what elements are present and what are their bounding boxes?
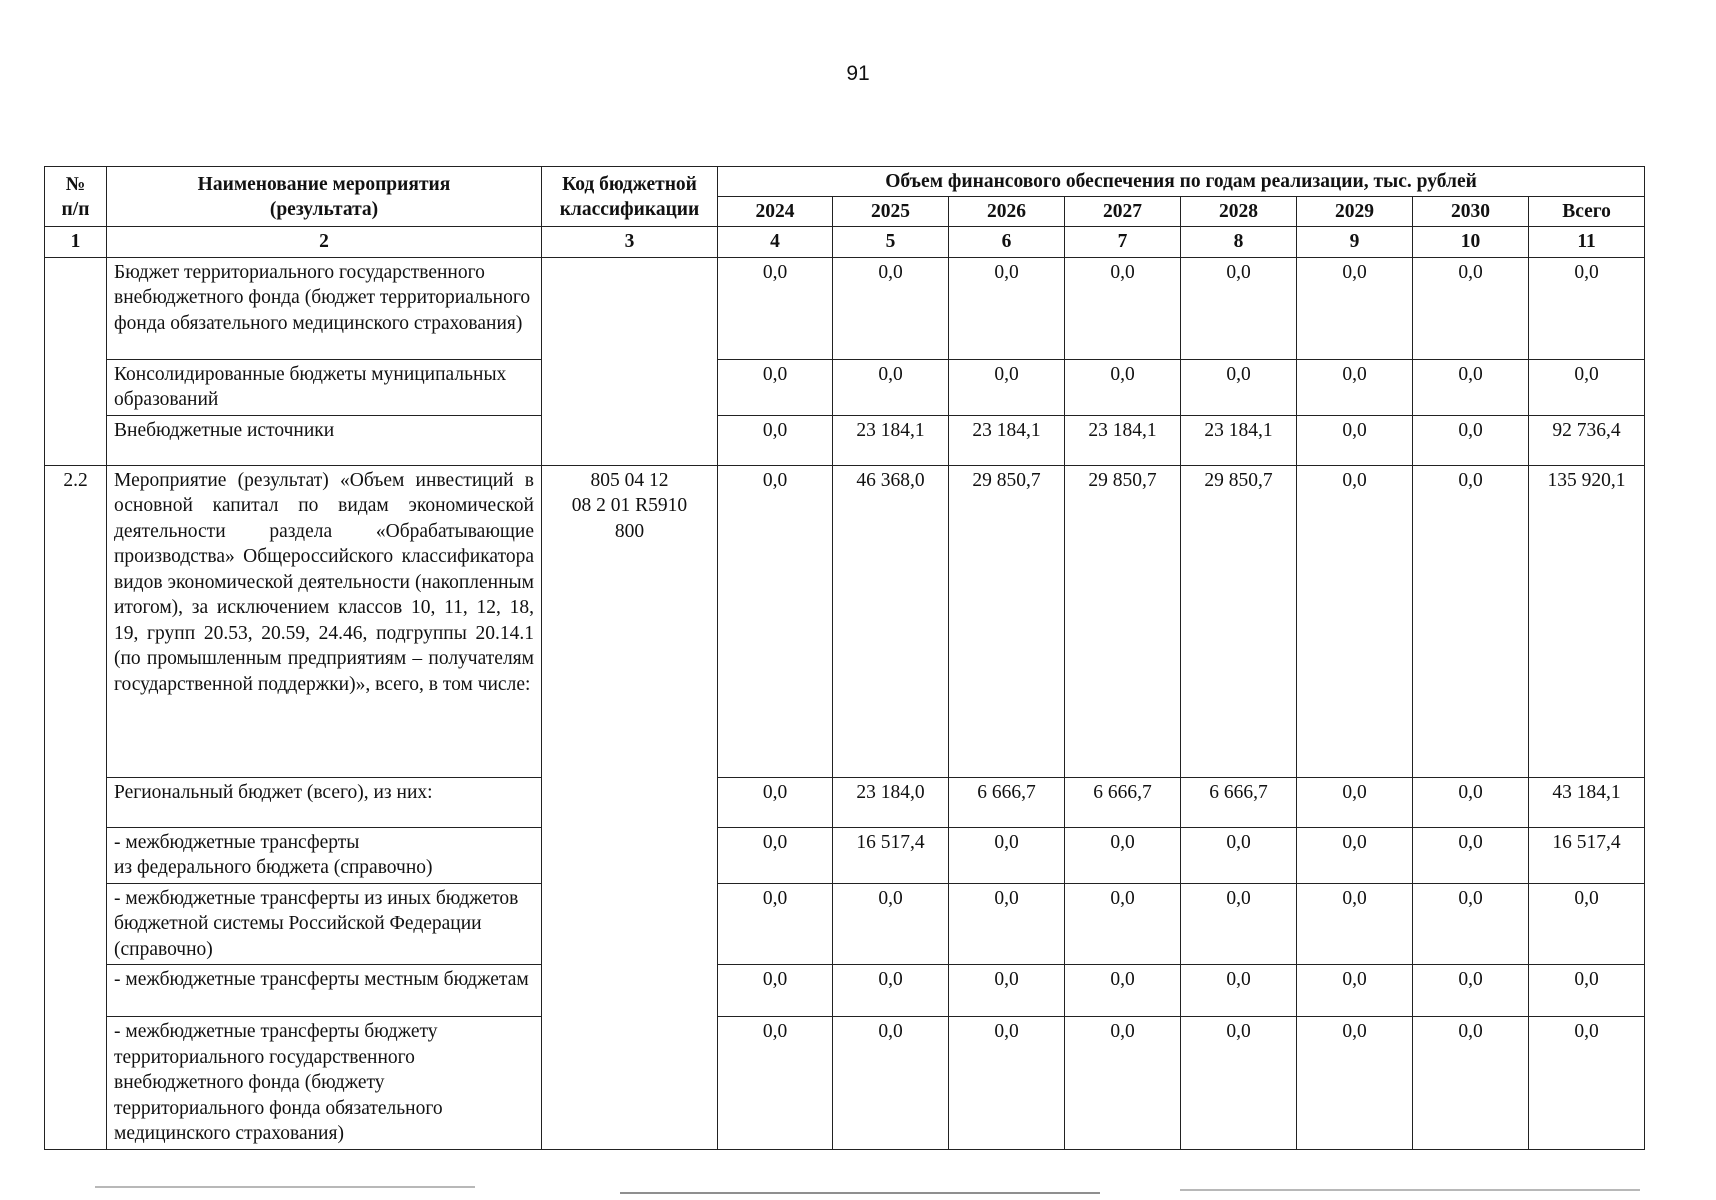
column-number: 7	[1065, 227, 1181, 258]
value-cell: 0,0	[718, 1017, 833, 1150]
value-cell: 0,0	[1413, 359, 1529, 415]
value-cell: 23 184,0	[833, 777, 949, 827]
row-code-cell	[542, 257, 718, 465]
value-cell: 0,0	[949, 359, 1065, 415]
value-cell: 16 517,4	[1529, 827, 1645, 883]
row-name: Региональный бюджет (всего), из них:	[107, 777, 542, 827]
budget-table	[44, 166, 1645, 1150]
value-cell: 0,0	[718, 883, 833, 965]
table-row	[45, 359, 1645, 415]
row-name: Мероприятие (результат) «Объем инвестиций в основной капитал по видам экономической деятельности раздела «Обрабатывающие производства» Общероссийского классификатора видов экономической деятельности (накопленным итогом), за исключением классов 10, 11, 12, 18, 19, групп 20.53, 20.59, 24.46, подгруппы 20.14.1 (по промышленным предприятиям – получателям государственной поддержки)», всего, в том числе:	[107, 465, 542, 777]
value-cell: 0,0	[718, 827, 833, 883]
value-cell: 16 517,4	[833, 827, 949, 883]
value-cell: 0,0	[1065, 359, 1181, 415]
scan-artifact-line	[1180, 1189, 1640, 1191]
row-name: - межбюджетные трансферты бюджету территориального государственного внебюджетного фонда (бюджету территориального фонда обязательного медицинского страхования)	[107, 1017, 542, 1150]
header-year: 2028	[1181, 197, 1297, 227]
header-year: 2027	[1065, 197, 1181, 227]
value-cell: 0,0	[718, 777, 833, 827]
value-cell: 92 736,4	[1529, 415, 1645, 465]
table-row	[45, 883, 1645, 965]
value-cell: 0,0	[833, 257, 949, 359]
value-cell: 0,0	[1413, 965, 1529, 1017]
value-cell: 0,0	[718, 257, 833, 359]
value-cell: 0,0	[949, 883, 1065, 965]
value-cell: 0,0	[949, 827, 1065, 883]
row-name: Консолидированные бюджеты муниципальных образований	[107, 359, 542, 415]
header-row-1	[45, 167, 1645, 197]
value-cell: 0,0	[1181, 1017, 1297, 1150]
row-index-cell	[45, 257, 107, 465]
row-name: Бюджет территориального государственного внебюджетного фонда (бюджет территориального фонда обязательного медицинского страхования)	[107, 257, 542, 359]
header-volume: Объем финансового обеспечения по годам реализации, тыс. рублей	[718, 167, 1645, 197]
value-cell: 0,0	[1181, 827, 1297, 883]
table-row	[45, 415, 1645, 465]
table-row	[45, 1017, 1645, 1150]
column-number: 4	[718, 227, 833, 258]
column-number: 1	[45, 227, 107, 258]
value-cell: 135 920,1	[1529, 465, 1645, 777]
header-year: 2030	[1413, 197, 1529, 227]
column-numbers-row	[45, 227, 1645, 258]
value-cell: 0,0	[1413, 827, 1529, 883]
value-cell: 0,0	[1413, 1017, 1529, 1150]
value-cell: 0,0	[718, 415, 833, 465]
column-number: 10	[1413, 227, 1529, 258]
value-cell: 0,0	[833, 883, 949, 965]
header-year: 2026	[949, 197, 1065, 227]
value-cell: 0,0	[833, 359, 949, 415]
value-cell: 0,0	[1297, 1017, 1413, 1150]
row-name: - межбюджетные трансферты из иных бюджетов бюджетной системы Российской Федерации (справочно)	[107, 883, 542, 965]
value-cell: 0,0	[1065, 1017, 1181, 1150]
value-cell: 43 184,1	[1529, 777, 1645, 827]
value-cell: 0,0	[1297, 827, 1413, 883]
value-cell: 0,0	[718, 965, 833, 1017]
column-number: 9	[1297, 227, 1413, 258]
value-cell: 0,0	[1297, 883, 1413, 965]
budget-code: 805 04 12 08 2 01 R5910 800	[542, 465, 718, 1149]
value-cell: 6 666,7	[949, 777, 1065, 827]
value-cell: 0,0	[1181, 883, 1297, 965]
value-cell: 6 666,7	[1065, 777, 1181, 827]
value-cell: 0,0	[1529, 965, 1645, 1017]
row-name: - межбюджетные трансферты местным бюджетам	[107, 965, 542, 1017]
header-year: 2029	[1297, 197, 1413, 227]
value-cell: 0,0	[1529, 1017, 1645, 1150]
value-cell: 0,0	[1529, 257, 1645, 359]
header-num: № п/п	[45, 167, 107, 227]
column-number: 6	[949, 227, 1065, 258]
value-cell: 0,0	[1065, 257, 1181, 359]
value-cell: 0,0	[1181, 965, 1297, 1017]
scan-artifact-line	[95, 1186, 475, 1188]
value-cell: 0,0	[833, 965, 949, 1017]
value-cell: 0,0	[949, 257, 1065, 359]
header-name: Наименование мероприятия (результата)	[107, 167, 542, 227]
table-row	[45, 965, 1645, 1017]
header-code: Код бюджетной классификации	[542, 167, 718, 227]
value-cell: 23 184,1	[1181, 415, 1297, 465]
value-cell: 0,0	[718, 465, 833, 777]
column-number: 8	[1181, 227, 1297, 258]
scan-artifact-line	[620, 1192, 1100, 1194]
value-cell: 23 184,1	[949, 415, 1065, 465]
value-cell: 0,0	[1065, 827, 1181, 883]
value-cell: 0,0	[1529, 883, 1645, 965]
table-row	[45, 465, 1645, 777]
value-cell: 0,0	[1297, 257, 1413, 359]
column-number: 3	[542, 227, 718, 258]
value-cell: 0,0	[1181, 359, 1297, 415]
value-cell: 46 368,0	[833, 465, 949, 777]
row-index: 2.2	[45, 465, 107, 1149]
value-cell: 29 850,7	[1181, 465, 1297, 777]
value-cell: 0,0	[1529, 359, 1645, 415]
value-cell: 0,0	[1297, 965, 1413, 1017]
value-cell: 0,0	[949, 1017, 1065, 1150]
header-total: Всего	[1529, 197, 1645, 227]
value-cell: 23 184,1	[833, 415, 949, 465]
column-number: 2	[107, 227, 542, 258]
value-cell: 29 850,7	[1065, 465, 1181, 777]
table-row	[45, 827, 1645, 883]
column-number: 5	[833, 227, 949, 258]
page-number: 91	[846, 62, 870, 85]
value-cell: 0,0	[1413, 777, 1529, 827]
header-year: 2024	[718, 197, 833, 227]
value-cell: 0,0	[1297, 465, 1413, 777]
value-cell: 6 666,7	[1181, 777, 1297, 827]
column-number: 11	[1529, 227, 1645, 258]
value-cell: 29 850,7	[949, 465, 1065, 777]
value-cell: 0,0	[1297, 359, 1413, 415]
value-cell: 0,0	[949, 965, 1065, 1017]
table-row	[45, 777, 1645, 827]
value-cell: 23 184,1	[1065, 415, 1181, 465]
value-cell: 0,0	[718, 359, 833, 415]
header-year: 2025	[833, 197, 949, 227]
value-cell: 0,0	[833, 1017, 949, 1150]
value-cell: 0,0	[1065, 883, 1181, 965]
value-cell: 0,0	[1297, 415, 1413, 465]
value-cell: 0,0	[1413, 257, 1529, 359]
value-cell: 0,0	[1413, 883, 1529, 965]
value-cell: 0,0	[1181, 257, 1297, 359]
row-name: Внебюджетные источники	[107, 415, 542, 465]
value-cell: 0,0	[1413, 415, 1529, 465]
value-cell: 0,0	[1413, 465, 1529, 777]
table-row	[45, 257, 1645, 359]
value-cell: 0,0	[1065, 965, 1181, 1017]
value-cell: 0,0	[1297, 777, 1413, 827]
row-name: - межбюджетные трансферты из федерального бюджета (справочно)	[107, 827, 542, 883]
